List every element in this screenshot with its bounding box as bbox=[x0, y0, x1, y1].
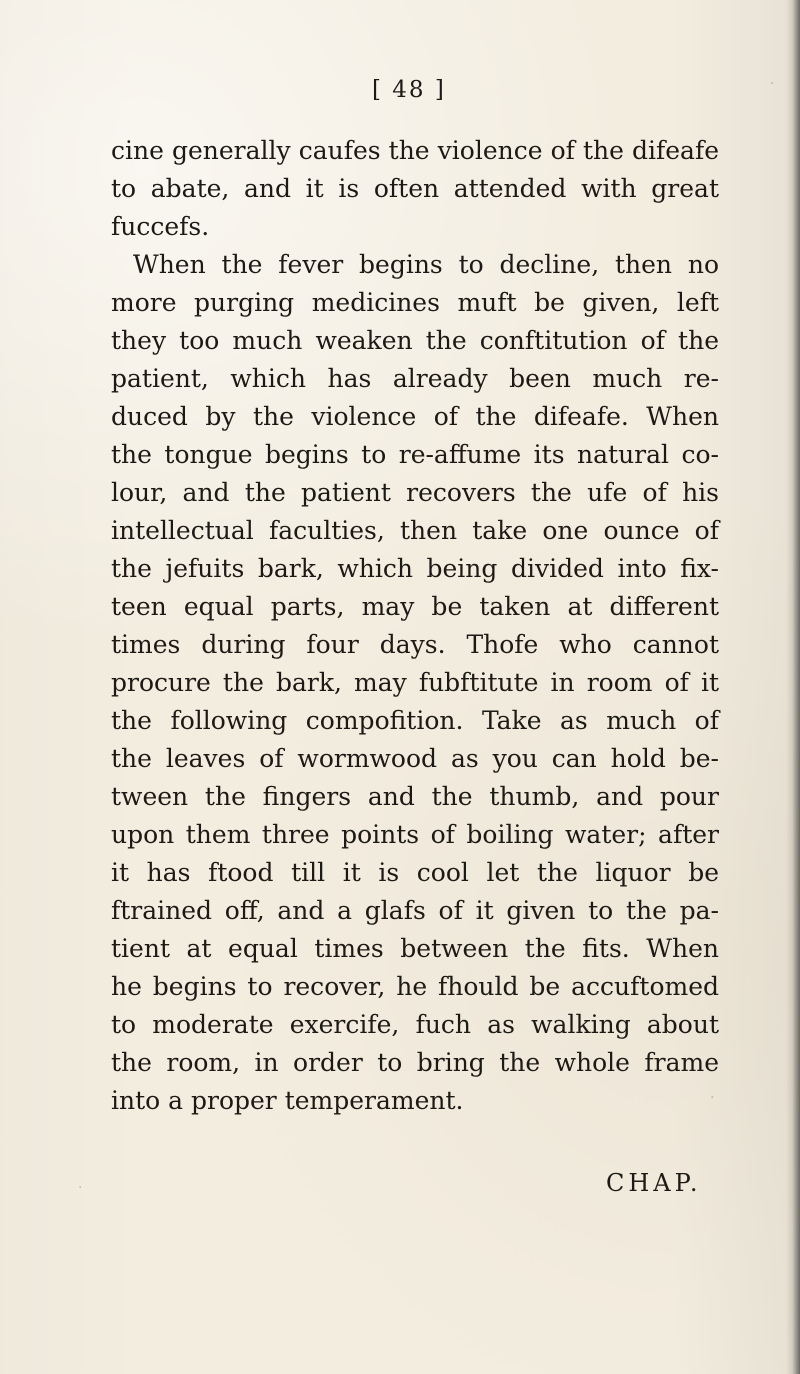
paper-speck: · bbox=[78, 1180, 83, 1196]
paper-speck: · bbox=[770, 76, 775, 92]
text-line: the tongue begins to re-affume its natural co- bbox=[111, 440, 719, 469]
text-line: to moderate exercife, fuch as walking about bbox=[111, 1010, 719, 1039]
body-text bbox=[111, 132, 719, 1120]
text-line: patient, which has already been much re- bbox=[111, 364, 719, 393]
text-line: cine generally caufes the violence of the difeafe bbox=[111, 136, 719, 165]
text-line: the jefuits bark, which being divided into fix- bbox=[111, 554, 719, 583]
page-header: [ 48 ] bbox=[372, 77, 446, 103]
catchword: CHAP. bbox=[606, 1169, 702, 1197]
text-line: it has ftood till it is cool let the liquor be bbox=[111, 858, 719, 887]
text-line: they too much weaken the conftitution of the bbox=[111, 326, 719, 355]
text-line: the leaves of wormwood as you can hold be- bbox=[111, 744, 719, 773]
text-line: teen equal parts, may be taken at different bbox=[111, 592, 719, 621]
text-line: intellectual faculties, then take one ounce of bbox=[111, 516, 719, 545]
text-line: upon them three points of boiling water; after bbox=[111, 820, 719, 849]
page-edge-shadow bbox=[786, 0, 800, 1374]
text-line: into a proper temperament. bbox=[111, 1086, 464, 1115]
paper-speck: · bbox=[710, 1090, 715, 1106]
text-line: ftrained off, and a glafs of it given to the pa- bbox=[111, 896, 719, 925]
text-line: tween the fingers and the thumb, and pour bbox=[111, 782, 719, 811]
text-line: tient at equal times between the fits. When bbox=[111, 934, 719, 963]
text-line: to abate, and it is often attended with great bbox=[111, 174, 719, 203]
text-line: duced by the violence of the difeafe. When bbox=[111, 402, 719, 431]
text-line: lour, and the patient recovers the ufe of his bbox=[111, 478, 719, 507]
text-line: procure the bark, may fubftitute in room of it bbox=[111, 668, 719, 697]
text-line: When the fever begins to decline, then no bbox=[133, 250, 719, 279]
text-line: the following compofition. Take as much of bbox=[111, 706, 719, 735]
text-line: he begins to recover, he fhould be accuftomed bbox=[111, 972, 719, 1001]
text-line: fuccefs. bbox=[111, 212, 210, 241]
text-line: times during four days. Thofe who cannot bbox=[111, 630, 719, 659]
text-line: more purging medicines muft be given, left bbox=[111, 288, 719, 317]
text-line: the room, in order to bring the whole frame bbox=[111, 1048, 719, 1077]
